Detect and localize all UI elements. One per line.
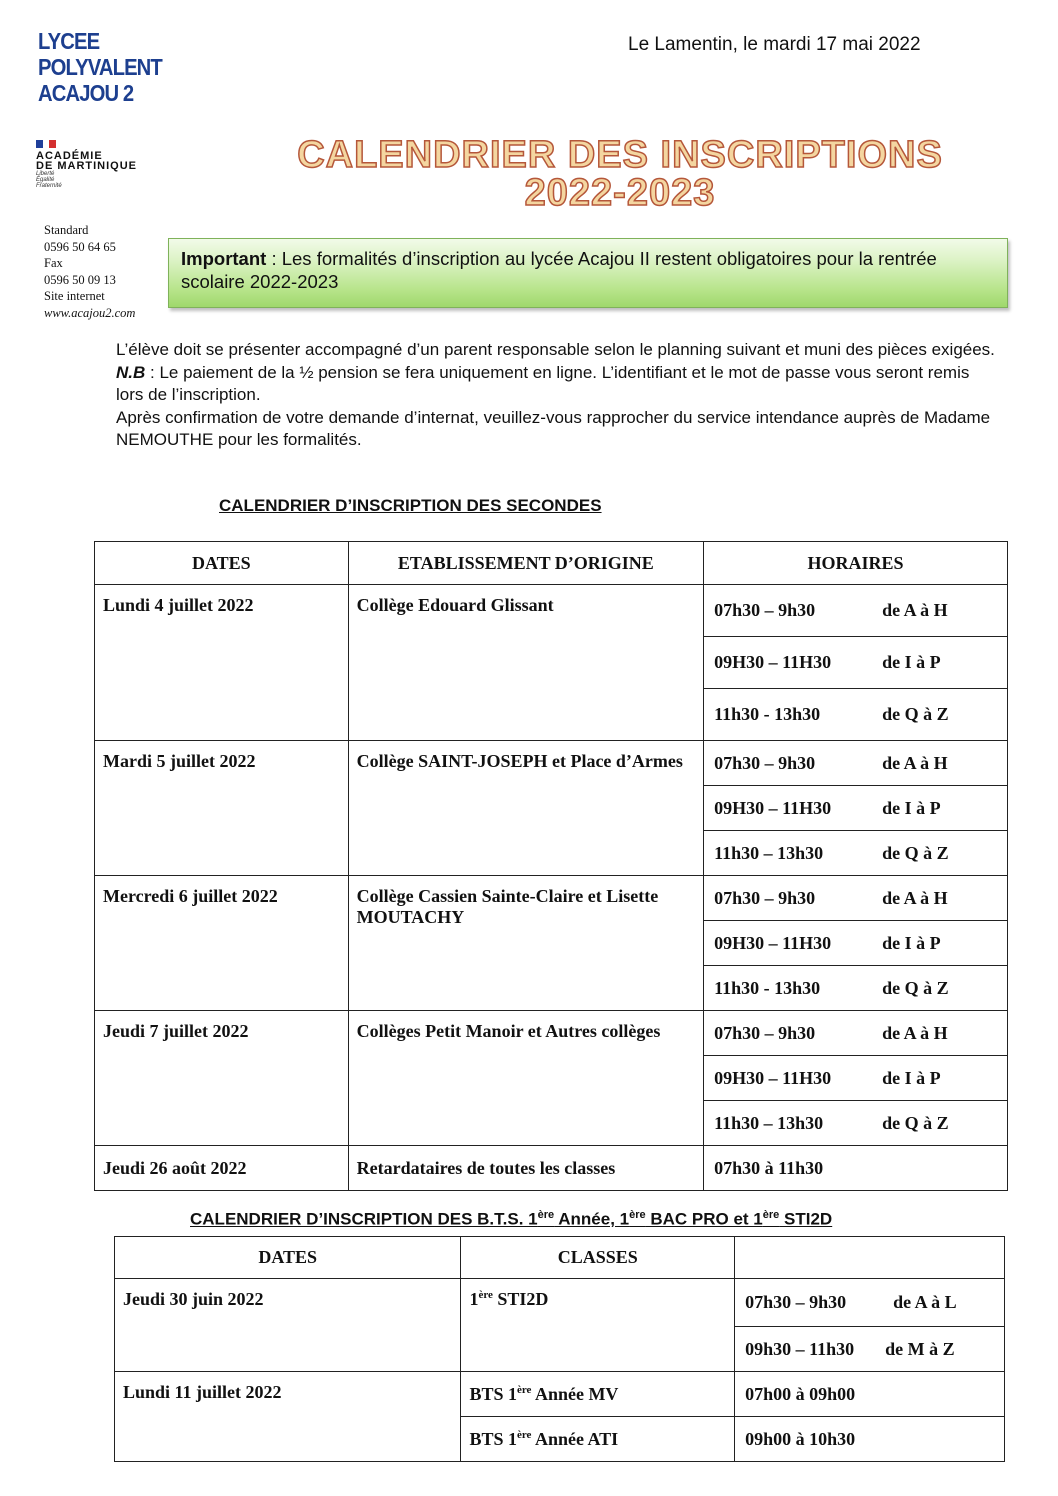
secondes-title: CALENDRIER D’INSCRIPTION DES SECONDES	[219, 496, 602, 515]
time-range: 11h30 - 13h30	[714, 977, 821, 998]
time-slot	[704, 966, 1008, 1011]
time-slot	[735, 1279, 1005, 1327]
class-num: 1	[469, 1289, 479, 1309]
time-slot	[704, 1101, 1008, 1146]
letter-range: de M à Z	[885, 1338, 955, 1359]
class-pre: BTS 1	[469, 1383, 517, 1404]
column-header	[735, 1237, 1005, 1279]
time-range: 11h30 – 13h30	[714, 1112, 824, 1133]
class-cell	[461, 1417, 735, 1462]
class-sup: ère	[516, 1383, 532, 1396]
table-row	[95, 876, 1008, 921]
column-header: CLASSES	[461, 1237, 735, 1279]
date-cell: Mardi 5 juillet 2022	[95, 741, 349, 876]
main-title-line: CALENDRIER DES INSCRIPTIONS	[297, 134, 943, 176]
time-slot	[735, 1327, 1005, 1372]
date-line: Le Lamentin, le mardi 17 mai 2022	[628, 34, 921, 55]
column-header: ETABLISSEMENT D’ORIGINE	[348, 542, 704, 585]
main-title-year: 2022-2023	[524, 172, 716, 214]
title-sup: ère	[629, 1209, 646, 1221]
table-row	[115, 1279, 1005, 1327]
time-slot	[704, 921, 1008, 966]
time-range: 11h30 – 13h30	[714, 842, 824, 863]
title-part: STI2D	[779, 1209, 833, 1229]
class-sup: ère	[478, 1289, 493, 1301]
class-rest: Année ATI	[531, 1428, 619, 1449]
column-header: DATES	[95, 542, 349, 585]
time-range: 09H30 – 11H30	[714, 1067, 832, 1088]
school-name-line: ACAJOU 2	[38, 80, 134, 106]
origin-cell: Collège SAINT-JOSEPH et Place d’Armes	[348, 741, 704, 876]
time-slot: 07h30 à 11h30	[704, 1146, 1008, 1191]
letter-range: de Q à Z	[882, 1112, 949, 1133]
nb-text: : Le paiement de la ½ pension se fera uniquement en ligne. L’identifiant et le mot de passe vous seront remis lors de l’inscription.	[116, 362, 970, 404]
bts-table	[114, 1236, 1005, 1462]
time-slot	[704, 1056, 1008, 1101]
class-cell	[461, 1279, 735, 1372]
column-header: HORAIRES	[704, 542, 1008, 585]
origin-cell: Retardataires de toutes les classes	[348, 1146, 704, 1191]
origin-cell: Collèges Petit Manoir et Autres collèges	[348, 1011, 704, 1146]
intro-paragraph: L’élève doit se présenter accompagné d’un parent responsable selon le planning suivant et muni des pièces exigées.	[116, 340, 995, 359]
date-cell: Jeudi 7 juillet 2022	[95, 1011, 349, 1146]
standard-label: Standard	[44, 223, 89, 237]
letter-range: de I à P	[882, 1067, 941, 1088]
time-range: 07h30 – 9h30	[714, 752, 816, 773]
fax-number: 0596 50 09 13	[44, 272, 116, 287]
contact-block	[44, 222, 135, 321]
date-cell: Lundi 11 juillet 2022	[115, 1372, 461, 1462]
class-cell	[461, 1372, 735, 1417]
time-range: 11h30 - 13h30	[714, 704, 821, 724]
nb-paragraph	[116, 362, 996, 407]
time-range: 09H30 – 11H30	[714, 932, 832, 953]
table-row	[95, 741, 1008, 786]
date-cell: Mercredi 6 juillet 2022	[95, 876, 349, 1011]
fax-label: Fax	[44, 256, 63, 270]
nb-label: N.B	[116, 362, 146, 382]
class-pre: BTS 1	[469, 1428, 517, 1449]
letter-range: de A à L	[893, 1292, 957, 1312]
class-sup: ère	[516, 1428, 532, 1441]
time-slot: 07h00 à 09h00	[735, 1372, 1005, 1417]
intro-paragraph: Après confirmation de votre demande d’internat, veuillez-vous rapprocher du service intendance auprès de Madame NEMOUTHE pour les formalités.	[116, 407, 991, 449]
intro-text	[116, 339, 996, 452]
table-header-row	[95, 542, 1008, 585]
secondes-table	[94, 541, 1008, 1191]
letter-range: de Q à Z	[882, 977, 949, 998]
table-row	[95, 1146, 1008, 1191]
time-range: 07h30 – 9h30	[745, 1292, 847, 1312]
letter-range: de A à H	[882, 752, 948, 773]
time-range: 07h30 – 9h30	[714, 887, 816, 908]
time-slot	[704, 585, 1008, 637]
class-rest: STI2D	[492, 1289, 549, 1309]
academie-logo	[36, 140, 137, 189]
website-label: Site internet	[44, 289, 105, 303]
academie-motto: Liberté	[36, 171, 55, 177]
letter-range: de I à P	[882, 932, 941, 953]
class-rest: Année MV	[531, 1383, 619, 1404]
academie-motto: Égalité	[36, 177, 55, 183]
table-header-row	[115, 1237, 1005, 1279]
website-link[interactable]: www.acajou2.com	[44, 305, 136, 320]
bts-title	[190, 1209, 832, 1230]
school-name	[38, 28, 162, 106]
academie-motto: Fraternité	[36, 183, 62, 189]
school-name-line: POLYVALENT	[38, 54, 162, 80]
column-header: DATES	[115, 1237, 461, 1279]
letter-range: de I à P	[882, 797, 941, 818]
table-row	[95, 585, 1008, 637]
time-range: 09h30 – 11h30	[745, 1338, 855, 1359]
flag-icon	[36, 140, 56, 148]
origin-cell: Collège Cassien Sainte-Claire et Lisette MOUTACHY	[348, 876, 704, 1011]
letter-range: de Q à Z	[882, 842, 949, 863]
time-range: 09H30 – 11H30	[714, 652, 832, 672]
time-slot	[704, 637, 1008, 689]
time-range: 07h30 – 9h30	[714, 600, 816, 620]
title-part: BAC PRO et 1	[645, 1209, 763, 1229]
time-range: 09H30 – 11H30	[714, 797, 832, 818]
origin-cell: Collège Edouard Glissant	[348, 585, 704, 741]
time-slot	[704, 786, 1008, 831]
academie-line: DE MARTINIQUE	[36, 160, 137, 172]
letter-range: de A à H	[882, 600, 948, 620]
school-name-line: LYCEE	[38, 28, 100, 54]
important-text: : Les formalités d’inscription au lycée Acajou II restent obligatoires pour la rentrée scolaire 2022-2023	[181, 248, 937, 292]
important-label: Important	[181, 248, 267, 269]
time-slot	[704, 831, 1008, 876]
time-range: 07h30 – 9h30	[714, 1022, 816, 1043]
title-sup: ère	[762, 1209, 780, 1221]
time-slot	[704, 689, 1008, 741]
main-title	[240, 136, 1000, 212]
time-slot	[704, 876, 1008, 921]
letter-range: de I à P	[882, 652, 941, 672]
table-row	[95, 1011, 1008, 1056]
table-row	[115, 1372, 1005, 1417]
title-part: Année, 1	[554, 1209, 630, 1229]
important-notice	[168, 238, 1008, 308]
date-cell: Lundi 4 juillet 2022	[95, 585, 349, 741]
time-slot: 09h00 à 10h30	[735, 1417, 1005, 1462]
letter-range: de A à H	[882, 1022, 948, 1043]
letter-range: de Q à Z	[882, 704, 949, 724]
time-slot	[704, 741, 1008, 786]
title-part: CALENDRIER D’INSCRIPTION DES B.T.S. 1	[190, 1209, 538, 1229]
title-sup: ère	[537, 1209, 555, 1221]
letter-range: de A à H	[882, 887, 948, 908]
time-slot	[704, 1011, 1008, 1056]
date-cell: Jeudi 30 juin 2022	[115, 1279, 461, 1372]
standard-number: 0596 50 64 65	[44, 239, 116, 254]
date-cell: Jeudi 26 août 2022	[95, 1146, 349, 1191]
academie-line: ACADÉMIE	[36, 150, 103, 162]
